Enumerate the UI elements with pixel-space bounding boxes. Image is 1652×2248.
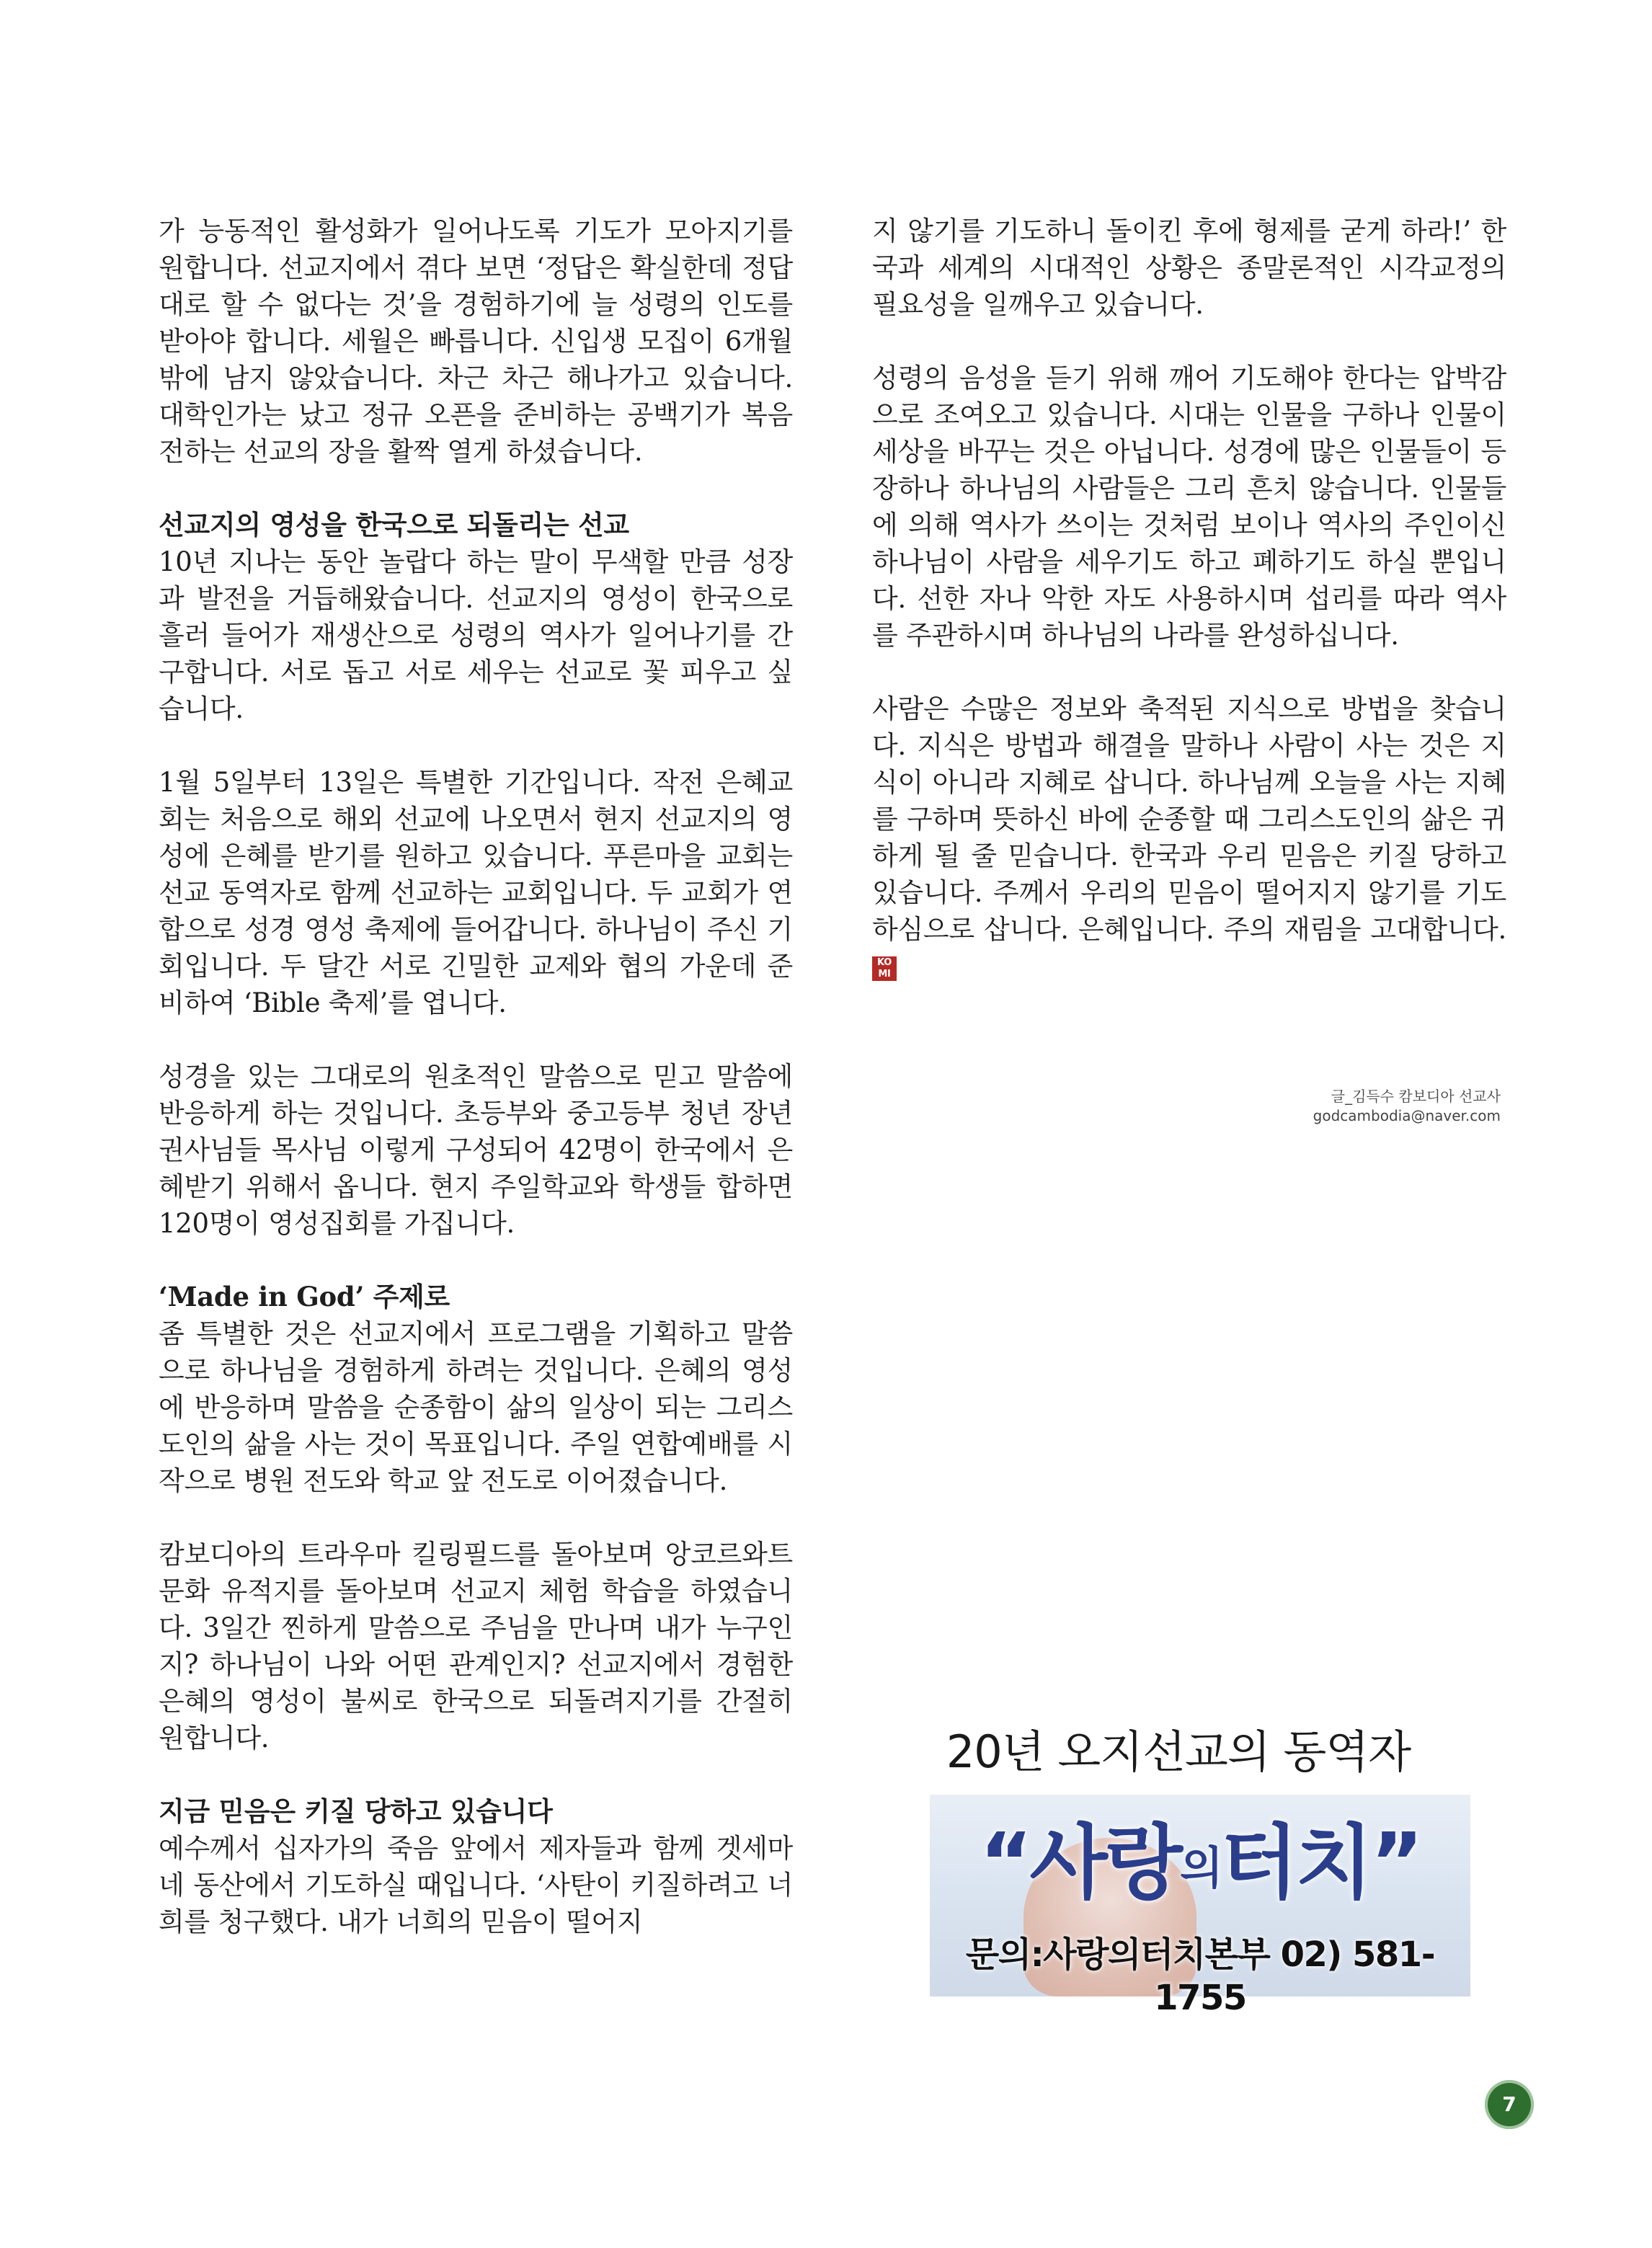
paragraph: 예수께서 십자가의 죽음 앞에서 제자들과 함께 겟세마네 동산에서 기도하실 때입니다. ‘사탄이 키질하려고 너희를 청구했다. 내가 너희의 믿음이 떨어지 <box>159 1833 793 1937</box>
paragraph: 성령의 음성을 듣기 위해 깨어 기도해야 한다는 압박감으로 조여오고 있습니다. 시대는 인물을 구하나 인물이 세상을 바꾸는 것은 아닙니다. 성경에 많은 인물들이 등장하나 하나님의 사람들은 그리 흔치 않습니다. 인물들에 의해 역사가 쓰이는 것처럼 보이나 역사의 주인이신 하나님이 사람을 세우기도 하고 폐하기도 하실 뿐입니다. 선한 자나 악한 자도 사용하시며 섭리를 따라 역사를 주관하시며 하나님의 나라를 완성하십니다. <box>872 363 1506 651</box>
byline <box>1313 1087 1501 1126</box>
komi-end-mark-icon: KOMI <box>872 956 897 981</box>
paragraph: 10년 지나는 동안 놀랍다 하는 말이 무색할 만큼 성장과 발전을 거듭해왔습니다. 선교지의 영성이 한국으로 흘러 들어가 재생산으로 성령의 역사가 일어나기를 간구합니다. 서로 돕고 서로 세우는 선교로 꽃 피우고 싶습니다. <box>159 546 793 724</box>
paragraph: 성경을 있는 그대로의 원초적인 말씀으로 믿고 말씀에 반응하게 하는 것입니다. 초등부와 중고등부 청년 장년 권사님들 목사님 이렇게 구성되어 42명이 한국에서 은혜받기 위해서 옵니다. 현지 주일학교와 학생들 합하면 120명이 영성집회를 가집니다. <box>159 1061 793 1239</box>
paragraph-final <box>872 690 1506 985</box>
left-column <box>159 213 793 1977</box>
section-heading: 지금 믿음은 키질 당하고 있습니다 <box>159 1795 553 1827</box>
paragraph: 캄보디아의 트라우마 킬링필드를 돌아보며 앙코르와트 문화 유적지를 돌아보며 선교지 체험 학습을 하였습니다. 3일간 찐하게 말씀으로 주님을 만나며 내가 누구인지? 하나님이 나와 어떤 관계인지? 선교지에서 경험한 은혜의 영성이 불씨로 한국으로 되돌려지기를 간절히 원합니다. <box>159 1539 793 1754</box>
section-heading: ‘Made in God’ 주제로 <box>159 1281 450 1312</box>
ad-title: 20년 오지선교의 동역자 <box>946 1725 1411 1778</box>
ad-slogan: “사랑의터치” <box>980 1816 1421 1910</box>
right-column <box>872 213 1506 1021</box>
ad-image-panel <box>930 1795 1470 2018</box>
paragraph: 가 능동적인 활성화가 일어나도록 기도가 모아지기를 원합니다. 선교지에서 겪다 보면 ‘정답은 확실한데 정답대로 할 수 없다는 것’을 경험하기에 늘 성령의 인도를 받아야 합니다. 세월은 빠릅니다. 신입생 모집이 6개월 밖에 남지 않았습니다. 차근 차근 해나가고 있습니다. 대학인가는 났고 정규 오픈을 준비하는 공백기가 복음 전하는 선교의 장을 활짝 열게 하셨습니다. <box>159 216 793 467</box>
section-heading: 선교지의 영성을 한국으로 되돌리는 선교 <box>159 509 629 541</box>
ad-contact: 문의:사랑의터치본부 02) 581-1755 <box>965 1934 1435 2018</box>
byline-author: 글_김득수 캄보디아 선교사 <box>1331 1088 1501 1105</box>
paragraph: 1월 5일부터 13일은 특별한 기간입니다. 작전 은혜교회는 처음으로 해외 선교에 나오면서 현지 선교지의 영성에 은혜를 받기를 원하고 있습니다. 푸른마을 교회는 선교 동역자로 함께 선교하는 교회입니다. 두 교회가 연합으로 성경 영성 축제에 들어갑니다. 하나님이 주신 기회입니다. 두 달간 서로 긴밀한 교제와 협의 가운데 준비하여 ‘Bible 축제’를 엽니다. <box>159 767 793 1018</box>
byline-email: godcambodia@naver.com <box>1313 1107 1501 1124</box>
paragraph: 좀 특별한 것은 선교지에서 프로그램을 기획하고 말씀으로 하나님을 경험하게 하려는 것입니다. 은혜의 영성에 반응하며 말씀을 순종함이 삶의 일상이 되는 그리스도인의 삶을 사는 것이 목표입니다. 주일 연합예배를 시작으로 병원 전도와 학교 앞 전도로 이어졌습니다. <box>159 1318 793 1496</box>
paragraph: 지 않기를 기도하니 돌이킨 후에 형제를 굳게 하라!’ 한국과 세계의 시대적인 상황은 종말론적인 시각교정의 필요성을 일깨우고 있습니다. <box>872 216 1506 320</box>
advertisement <box>887 1723 1470 2018</box>
paragraph-text: 사람은 수많은 정보와 축적된 지식으로 방법을 찾습니다. 지식은 방법과 해결을 말하나 사람이 사는 것은 지식이 아니라 지혜로 삽니다. 하나님께 오늘을 사는 지혜를 구하며 뜻하신 바에 순종할 때 그리스도인의 삶은 귀하게 될 줄 믿습니다. 한국과 우리 믿음은 키질 당하고 있습니다. 주께서 우리의 믿음이 떨어지지 않기를 기도하심으로 삽니다. 은혜입니다. 주의 재림을 고대합니다. <box>872 693 1506 945</box>
page-number-badge: 7 <box>1485 2080 1534 2129</box>
